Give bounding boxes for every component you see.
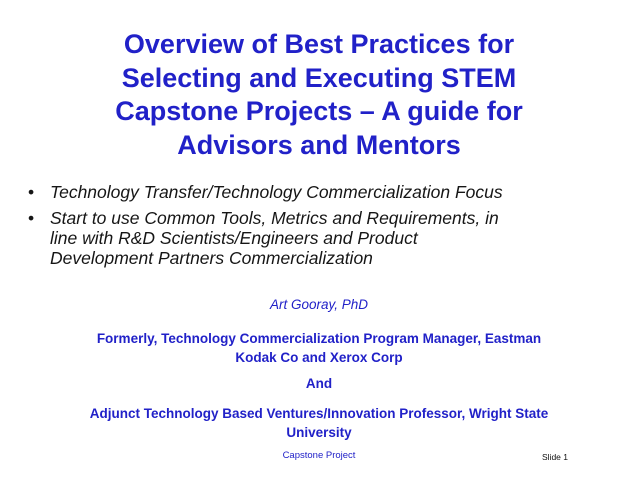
former-affiliation-line: Formerly, Technology Commercialization Program Manager, Eastman — [96, 331, 542, 346]
former-affiliation-line: Kodak Co and Xerox Corp — [235, 350, 403, 365]
title-line: Advisors and Mentors — [177, 129, 461, 160]
current-affiliation-line: Adjunct Technology Based Ventures/Innovation Professor, Wright State — [89, 406, 549, 421]
bullet-item — [28, 208, 608, 268]
bullet-list — [28, 182, 608, 274]
title-line: Overview of Best Practices for — [123, 29, 515, 59]
title-line: Selecting and Executing STEM — [121, 62, 517, 93]
footer-project-label: Capstone Project — [282, 450, 356, 461]
bullet-item — [28, 182, 608, 202]
title-line: Capstone Projects – A guide for — [115, 96, 523, 126]
slide-number: Slide 1 — [542, 452, 568, 462]
slide-title — [40, 28, 598, 162]
bullet-text-line: Development Partners Commercialization — [50, 248, 373, 268]
former-affiliation — [30, 329, 608, 367]
current-affiliation-line: University — [286, 425, 352, 440]
and-connector: And — [305, 376, 333, 391]
bullet-text-line: Technology Transfer/Technology Commercialization Focus — [50, 182, 503, 202]
bullet-marker: • — [28, 182, 35, 202]
bullet-marker: • — [28, 208, 35, 228]
author-name: Art Gooray, PhD — [269, 297, 369, 312]
bullet-text-line: Start to use Common Tools, Metrics and Requirements, in — [50, 208, 499, 228]
current-affiliation — [30, 404, 608, 442]
bullet-text-line: line with R&D Scientists/Engineers and Product — [50, 228, 418, 248]
